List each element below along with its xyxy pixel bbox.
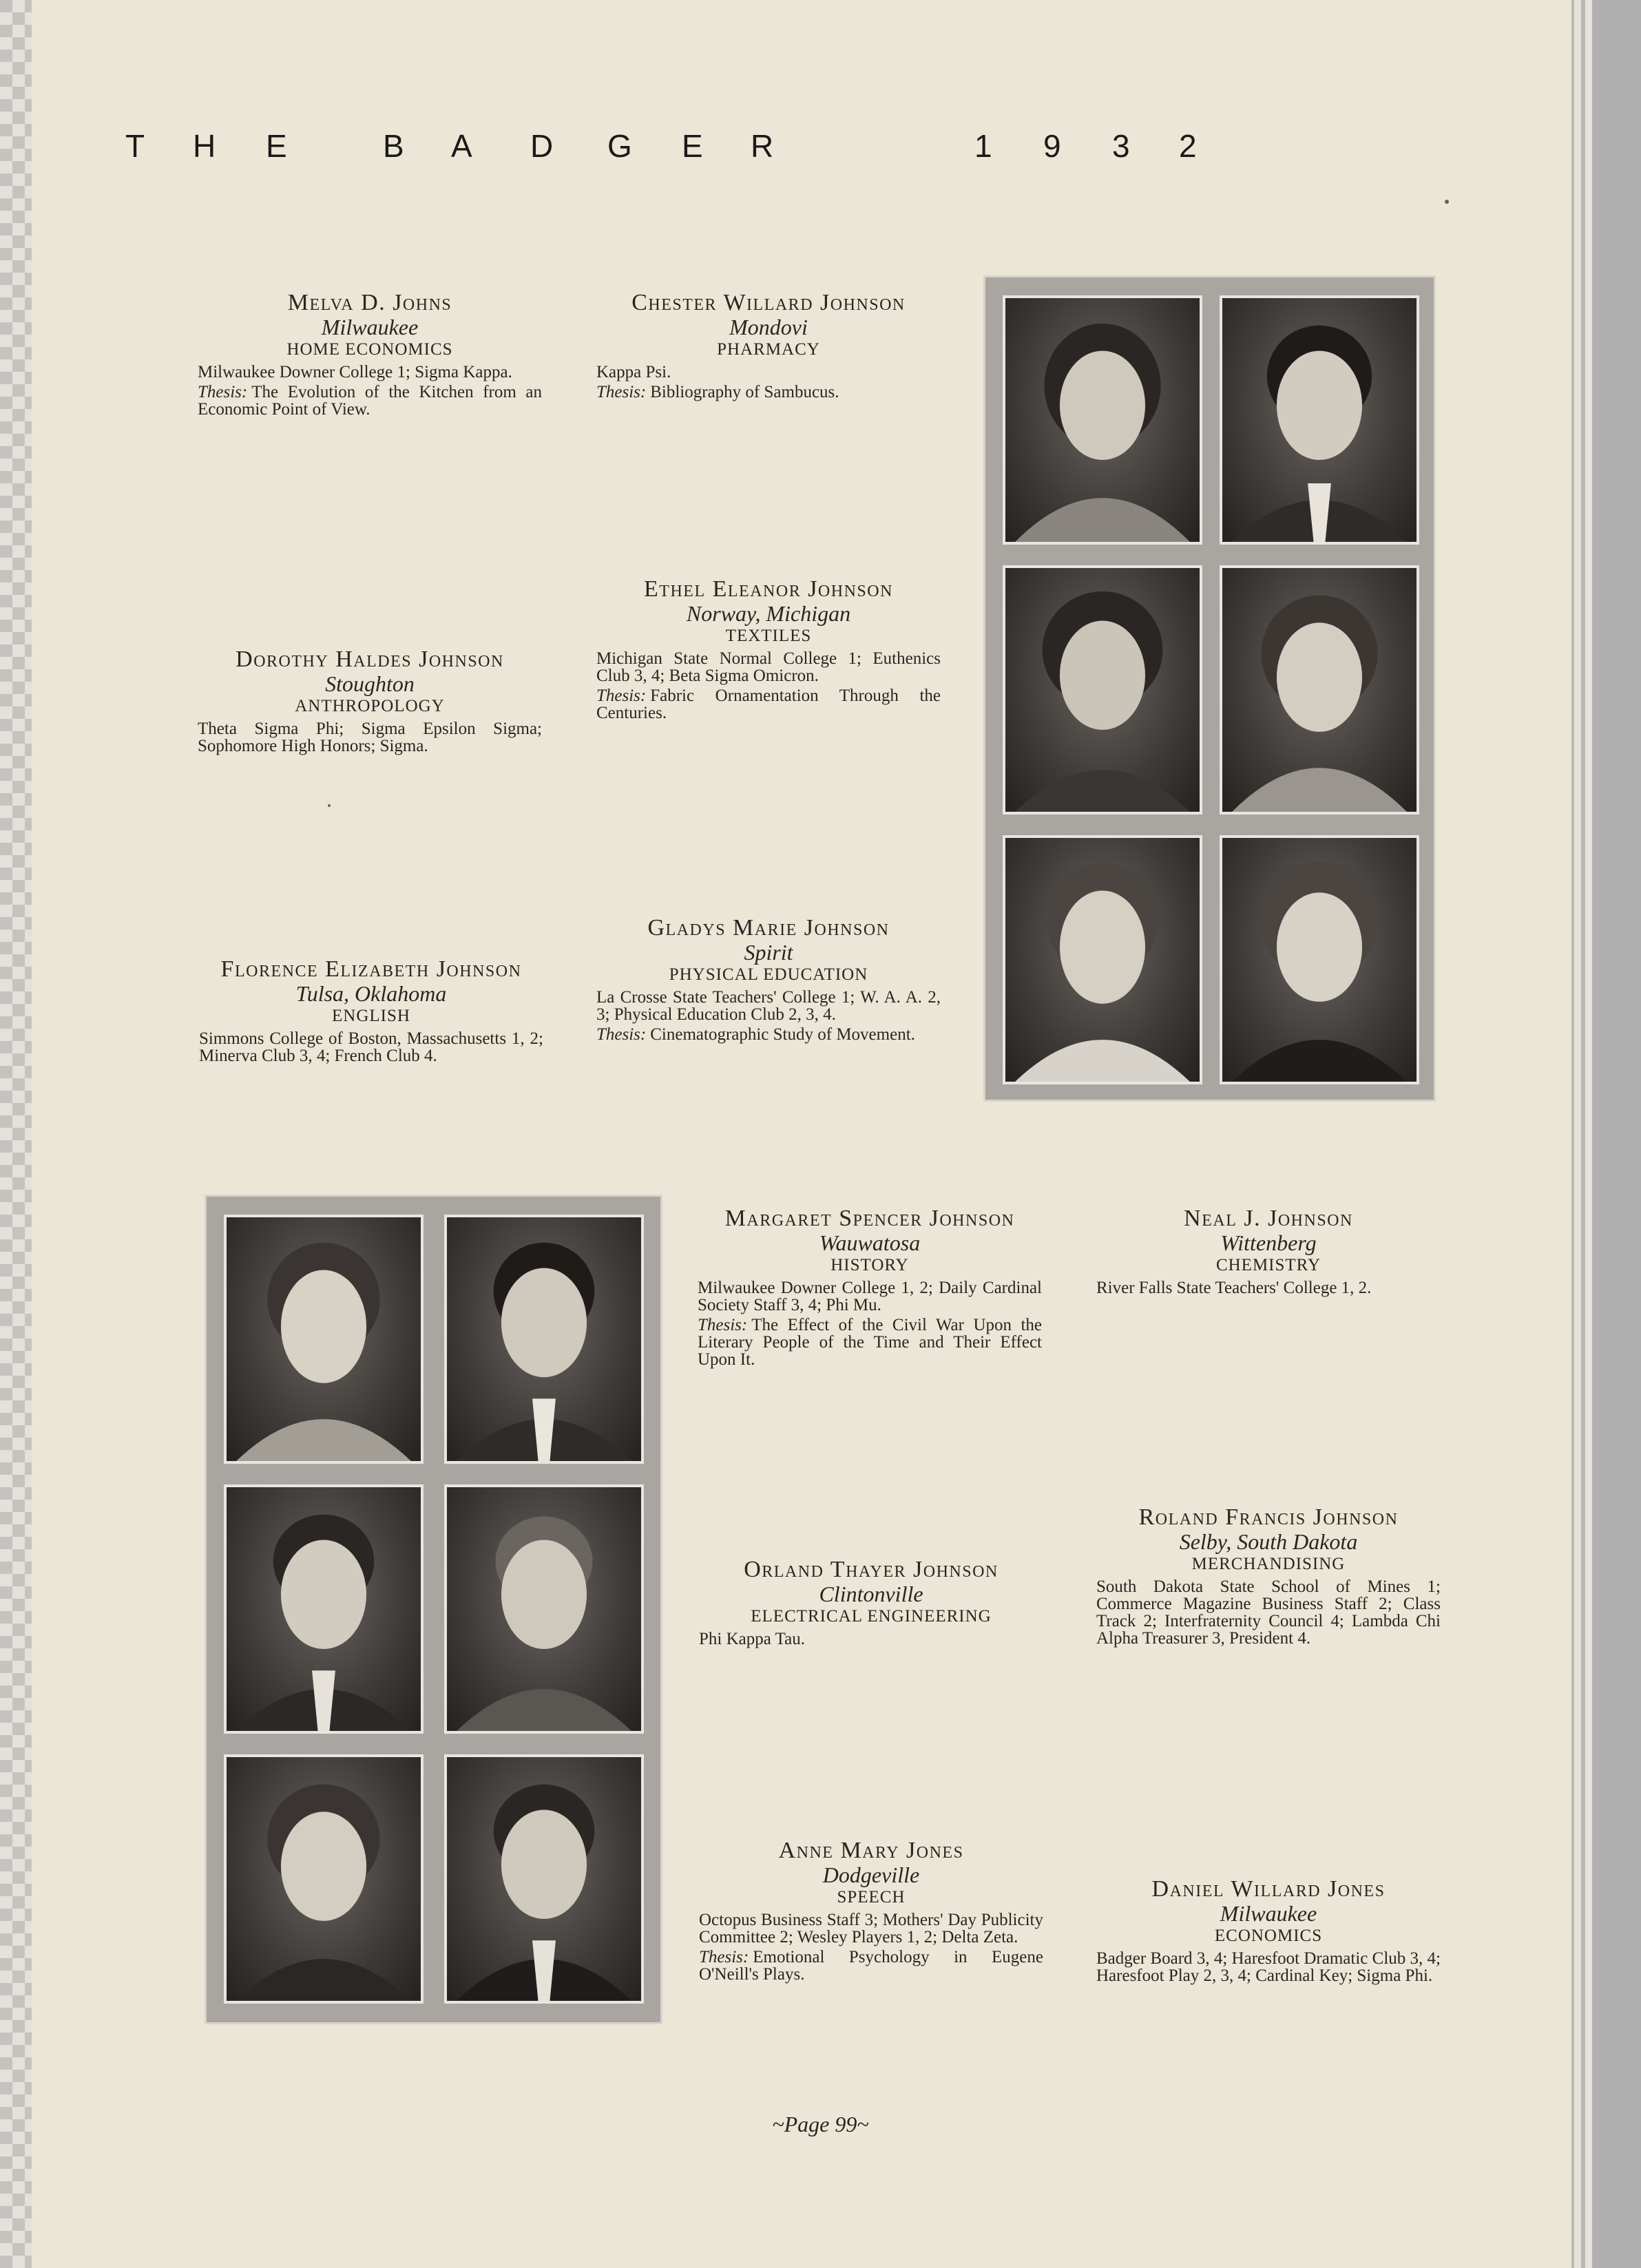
student-major: SPEECH — [837, 1888, 906, 1907]
student-thesis — [596, 687, 941, 722]
header-letter: E — [266, 128, 287, 164]
student-entry — [699, 1838, 1043, 1983]
student-major: CHEMISTRY — [1215, 1256, 1321, 1274]
student-activities: Simmons College of Boston, Massachusetts 1, 2; Minerva Club 3, 4; French Club 4. — [199, 1029, 543, 1065]
student-hometown: Stoughton — [325, 671, 415, 696]
header-letter: B — [383, 128, 404, 164]
student-major: HISTORY — [830, 1256, 909, 1274]
header-letter: H — [193, 128, 216, 164]
decorative-left-border — [0, 0, 32, 2268]
portrait-photo — [1220, 565, 1419, 815]
portrait-photo — [444, 1754, 644, 2004]
header-letter: R — [751, 128, 774, 164]
student-entry — [698, 1206, 1042, 1368]
portrait-photo — [444, 1215, 644, 1464]
student-name: Neal J. Johnson — [1184, 1206, 1353, 1231]
student-activities: Octopus Business Staff 3; Mothers' Day Publicity Committee 2; Wesley Players 1, 2; Delta Zeta. — [699, 1911, 1043, 1946]
student-name: Margaret Spencer Johnson — [724, 1206, 1015, 1231]
student-entry — [699, 1557, 1043, 1648]
student-hometown: Mondovi — [729, 315, 808, 339]
header-year-digit: 1 — [974, 128, 992, 164]
student-activities: Phi Kappa Tau. — [699, 1630, 806, 1648]
header-letter: E — [682, 128, 703, 164]
portrait-panel-top — [983, 275, 1436, 1102]
thesis-label: Thesis: — [198, 383, 248, 401]
student-name: Florence Elizabeth Johnson — [220, 956, 522, 982]
portrait-photo — [224, 1754, 424, 2004]
student-major: ANTHROPOLOGY — [295, 697, 445, 715]
student-entry — [198, 647, 542, 755]
portrait-photo — [224, 1215, 424, 1464]
student-entry — [596, 291, 941, 401]
student-hometown: Dodgeville — [822, 1862, 920, 1887]
student-major: HOME ECONOMICS — [286, 340, 453, 359]
thesis-text: Fabric Ornamentation Through the Centuries. — [596, 686, 941, 722]
student-hometown: Wauwatosa — [819, 1230, 921, 1255]
thesis-text: Cinematographic Study of Movement. — [650, 1025, 915, 1044]
student-activities: Milwaukee Downer College 1; Sigma Kappa. — [198, 363, 512, 381]
portrait-photo — [1220, 295, 1419, 545]
student-hometown: Selby, South Dakota — [1179, 1529, 1358, 1554]
student-name: Anne Mary Jones — [778, 1838, 964, 1863]
thesis-text: Emotional Psychology in Eugene O'Neill's Plays. — [699, 1948, 1043, 1984]
student-hometown: Milwaukee — [321, 315, 419, 339]
student-entry — [596, 577, 941, 722]
student-major: PHYSICAL EDUCATION — [669, 965, 868, 984]
student-hometown: Milwaukee — [1220, 1901, 1317, 1926]
thesis-text: The Evolution of the Kitchen from an Economic Point of View. — [198, 383, 542, 419]
student-major: MERCHANDISING — [1191, 1555, 1346, 1573]
student-thesis — [596, 384, 941, 401]
portrait-panel-bottom — [205, 1195, 662, 2024]
thesis-label: Thesis: — [596, 686, 647, 705]
student-activities: Badger Board 3, 4; Haresfoot Dramatic Club 3, 4; Haresfoot Play 2, 3, 4; Cardinal Key; Sigma Phi. — [1096, 1949, 1441, 1985]
student-entry — [596, 916, 941, 1043]
header-year-digit: 3 — [1112, 128, 1130, 164]
student-activities: River Falls State Teachers' College 1, 2. — [1096, 1279, 1372, 1297]
student-name: Ethel Eleanor Johnson — [644, 576, 893, 602]
print-speck — [1445, 200, 1449, 204]
student-activities: Michigan State Normal College 1; Euthenics Club 3, 4; Beta Sigma Omicron. — [596, 649, 941, 685]
student-entry — [1096, 1505, 1441, 1647]
student-thesis — [596, 1026, 941, 1043]
student-hometown: Wittenberg — [1220, 1230, 1317, 1255]
decorative-right-border — [1567, 0, 1641, 2268]
student-name: Daniel Willard Jones — [1151, 1876, 1386, 1902]
student-hometown: Norway, Michigan — [686, 601, 851, 626]
header-letter: G — [607, 128, 632, 164]
student-hometown: Clintonville — [819, 1582, 923, 1606]
student-activities: Milwaukee Downer College 1, 2; Daily Cardinal Society Staff 3, 4; Phi Mu. — [698, 1279, 1042, 1314]
student-hometown: Tulsa, Oklahoma — [295, 981, 447, 1006]
portrait-photo — [1003, 835, 1202, 1084]
student-activities: Theta Sigma Phi; Sigma Epsilon Sigma; Sophomore High Honors; Sigma. — [198, 720, 542, 755]
thesis-text: The Effect of the Civil War Upon the Literary People of the Time and Their Effect Upon It. — [698, 1316, 1042, 1369]
student-major: ECONOMICS — [1214, 1926, 1323, 1945]
student-activities: South Dakota State School of Mines 1; Commerce Magazine Business Staff 2; Class Track 2; Interfraternity Council 4; Lambda Chi Alpha Treasurer 3, President 4. — [1096, 1577, 1441, 1648]
portrait-photo — [1003, 295, 1202, 545]
print-speck — [328, 804, 331, 807]
header-year-digit: 9 — [1043, 128, 1061, 164]
header-letter: D — [530, 128, 554, 164]
thesis-label: Thesis: — [596, 383, 647, 401]
thesis-label: Thesis: — [698, 1316, 748, 1334]
student-thesis — [699, 1949, 1043, 1983]
student-name: Roland Francis Johnson — [1138, 1504, 1399, 1530]
student-entry — [1096, 1877, 1441, 1984]
portrait-photo — [224, 1484, 424, 1734]
student-activities: La Crosse State Teachers' College 1; W. A. A. 2, 3; Physical Education Club 2, 3, 4. — [596, 988, 941, 1024]
student-entry — [199, 957, 543, 1064]
student-name: Melva D. Johns — [287, 290, 452, 315]
student-major: PHARMACY — [717, 340, 820, 359]
header-letter: A — [451, 128, 472, 164]
student-thesis — [698, 1316, 1042, 1368]
header-year-digit: 2 — [1179, 128, 1197, 164]
header-letter: T — [125, 128, 145, 164]
student-major: TEXTILES — [725, 627, 812, 645]
running-header — [0, 127, 1641, 169]
portrait-photo — [1003, 565, 1202, 815]
student-name: Orland Thayer Johnson — [744, 1557, 999, 1582]
student-major: ENGLISH — [332, 1007, 410, 1025]
student-entry — [1096, 1206, 1441, 1296]
student-hometown: Spirit — [744, 940, 793, 965]
student-name: Gladys Marie Johnson — [647, 915, 890, 941]
student-activities: Kappa Psi. — [596, 363, 671, 381]
portrait-photo — [444, 1484, 644, 1734]
student-name: Dorothy Haldes Johnson — [236, 647, 504, 672]
student-major: ELECTRICAL ENGINEERING — [751, 1607, 992, 1626]
page-number: ~Page 99~ — [772, 2112, 869, 2136]
portrait-photo — [1220, 835, 1419, 1084]
student-entry — [198, 291, 542, 418]
thesis-label: Thesis: — [699, 1948, 749, 1966]
student-name: Chester Willard Johnson — [631, 290, 906, 315]
thesis-label: Thesis: — [596, 1025, 647, 1044]
thesis-text: Bibliography of Sambucus. — [650, 383, 839, 401]
student-thesis — [198, 384, 542, 418]
